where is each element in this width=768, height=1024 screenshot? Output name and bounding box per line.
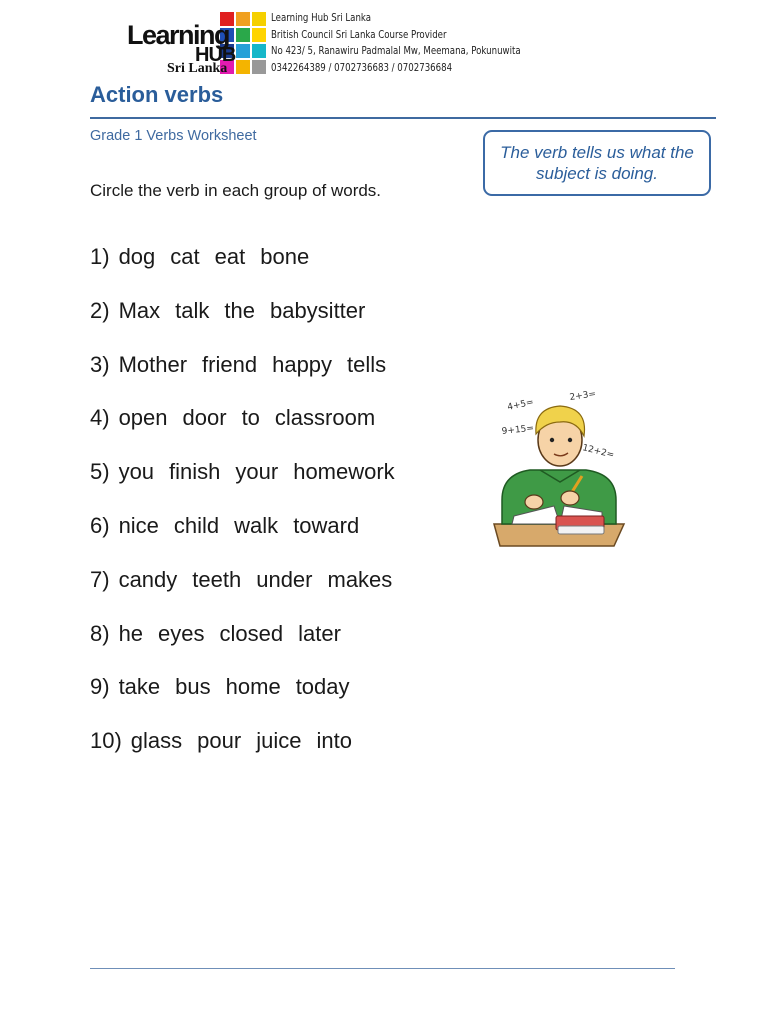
logo-tile	[252, 60, 266, 74]
exercise-word[interactable]: happy	[272, 351, 333, 377]
exercise-word[interactable]: Max	[118, 297, 161, 323]
footer-divider	[90, 968, 675, 969]
org-name: Learning Hub Sri Lanka	[271, 12, 372, 24]
org-address: No 423/ 5, Ranawiru Padmalal Mw, Meemana, Pokunuwita	[271, 45, 521, 57]
exercise-word[interactable]: closed	[219, 620, 284, 646]
math-sum: 2+3=	[569, 389, 597, 403]
exercise-word[interactable]: walk	[234, 512, 279, 538]
exercise-word[interactable]: Mother	[118, 351, 188, 377]
exercise-word[interactable]: he	[118, 620, 144, 646]
worksheet-subtitle: Grade 1 Verbs Worksheet	[90, 128, 257, 144]
exercise-word[interactable]: homework	[293, 459, 395, 485]
boy-doing-homework-illustration	[490, 388, 630, 548]
instruction-text: Circle the verb in each group of words.	[90, 181, 382, 200]
exercise-item	[90, 350, 410, 404]
exercise-item	[90, 619, 410, 673]
exercise-word[interactable]: glass	[130, 728, 183, 754]
exercise-word[interactable]: the	[224, 297, 255, 323]
exercise-word[interactable]: candy	[118, 566, 178, 592]
exercise-word[interactable]: talk	[175, 297, 210, 323]
math-sum: 4+5=	[506, 397, 535, 413]
exercise-word[interactable]: you	[118, 459, 155, 485]
exercise-number: 7)	[90, 566, 110, 592]
logo-word-learning: Learning	[127, 20, 230, 50]
exercise-item	[90, 242, 410, 296]
exercise-word[interactable]: makes	[327, 566, 393, 592]
exercise-word[interactable]: teeth	[192, 566, 242, 592]
exercise-word[interactable]: today	[295, 674, 350, 700]
logo-tile	[236, 60, 250, 74]
exercise-word[interactable]: take	[118, 674, 161, 700]
exercise-word[interactable]: friend	[202, 351, 258, 377]
exercise-list	[90, 242, 410, 780]
exercise-number: 10)	[90, 728, 122, 754]
exercise-word[interactable]: bus	[175, 674, 211, 700]
exercise-word[interactable]: pour	[197, 728, 242, 754]
exercise-word[interactable]: tells	[347, 351, 387, 377]
organization-info	[271, 10, 521, 76]
logo-tile	[252, 44, 266, 58]
exercise-word[interactable]: nice	[118, 512, 159, 538]
exercise-item	[90, 672, 410, 726]
logo-tile	[252, 28, 266, 42]
exercise-number: 3)	[90, 351, 110, 377]
exercise-word[interactable]: door	[182, 405, 227, 431]
logo-tile	[236, 44, 250, 58]
exercise-item	[90, 296, 410, 350]
exercise-word[interactable]: bone	[260, 244, 310, 269]
logo-word-hub: HUB	[195, 44, 236, 66]
exercise-number: 6)	[90, 512, 110, 538]
exercise-number: 1)	[90, 244, 110, 269]
exercise-item	[90, 457, 410, 511]
exercise-number: 2)	[90, 297, 110, 323]
exercise-item	[90, 726, 410, 780]
exercise-word[interactable]: eat	[214, 244, 246, 269]
exercise-word[interactable]: to	[241, 405, 260, 431]
exercise-word[interactable]: toward	[293, 512, 360, 538]
logo-tile	[236, 28, 250, 42]
exercise-number: 5)	[90, 459, 110, 485]
exercise-word[interactable]: dog	[118, 244, 156, 269]
exercise-number: 4)	[90, 405, 110, 431]
exercise-word[interactable]: later	[298, 620, 341, 646]
title-divider	[90, 117, 716, 119]
exercise-word[interactable]: eyes	[158, 620, 205, 646]
page-title: Action verbs	[90, 82, 224, 107]
exercise-word[interactable]: open	[118, 405, 168, 431]
logo-word-sri-lanka: Sri Lanka	[167, 61, 228, 76]
exercise-item	[90, 565, 410, 619]
logo-tile	[236, 12, 250, 26]
exercise-word[interactable]: your	[235, 459, 279, 485]
org-provider: British Council Sri Lanka Course Provider	[271, 28, 447, 41]
exercise-number: 9)	[90, 674, 110, 700]
exercise-word[interactable]: home	[225, 674, 281, 700]
org-phones: 0342264389 / 0702736683 / 0702736684	[271, 61, 453, 74]
exercise-word[interactable]: babysitter	[269, 297, 366, 323]
exercise-number: 8)	[90, 620, 110, 646]
definition-callout	[483, 130, 711, 196]
exercise-word[interactable]: juice	[256, 728, 302, 754]
exercise-word[interactable]: into	[316, 728, 352, 754]
exercise-word[interactable]: child	[173, 512, 220, 538]
exercise-word[interactable]: finish	[169, 459, 221, 485]
logo-tile	[252, 12, 266, 26]
learning-hub-logo	[125, 8, 270, 78]
callout-text: The verb tells us what the subject is doing.	[500, 143, 694, 183]
exercise-item	[90, 511, 410, 565]
exercise-word[interactable]: cat	[170, 244, 200, 269]
math-sum: 9+15=	[501, 423, 535, 437]
exercise-item	[90, 403, 410, 457]
exercise-word[interactable]: under	[256, 566, 313, 592]
math-sum: 12+2=	[581, 443, 616, 461]
exercise-word[interactable]: classroom	[274, 405, 376, 431]
